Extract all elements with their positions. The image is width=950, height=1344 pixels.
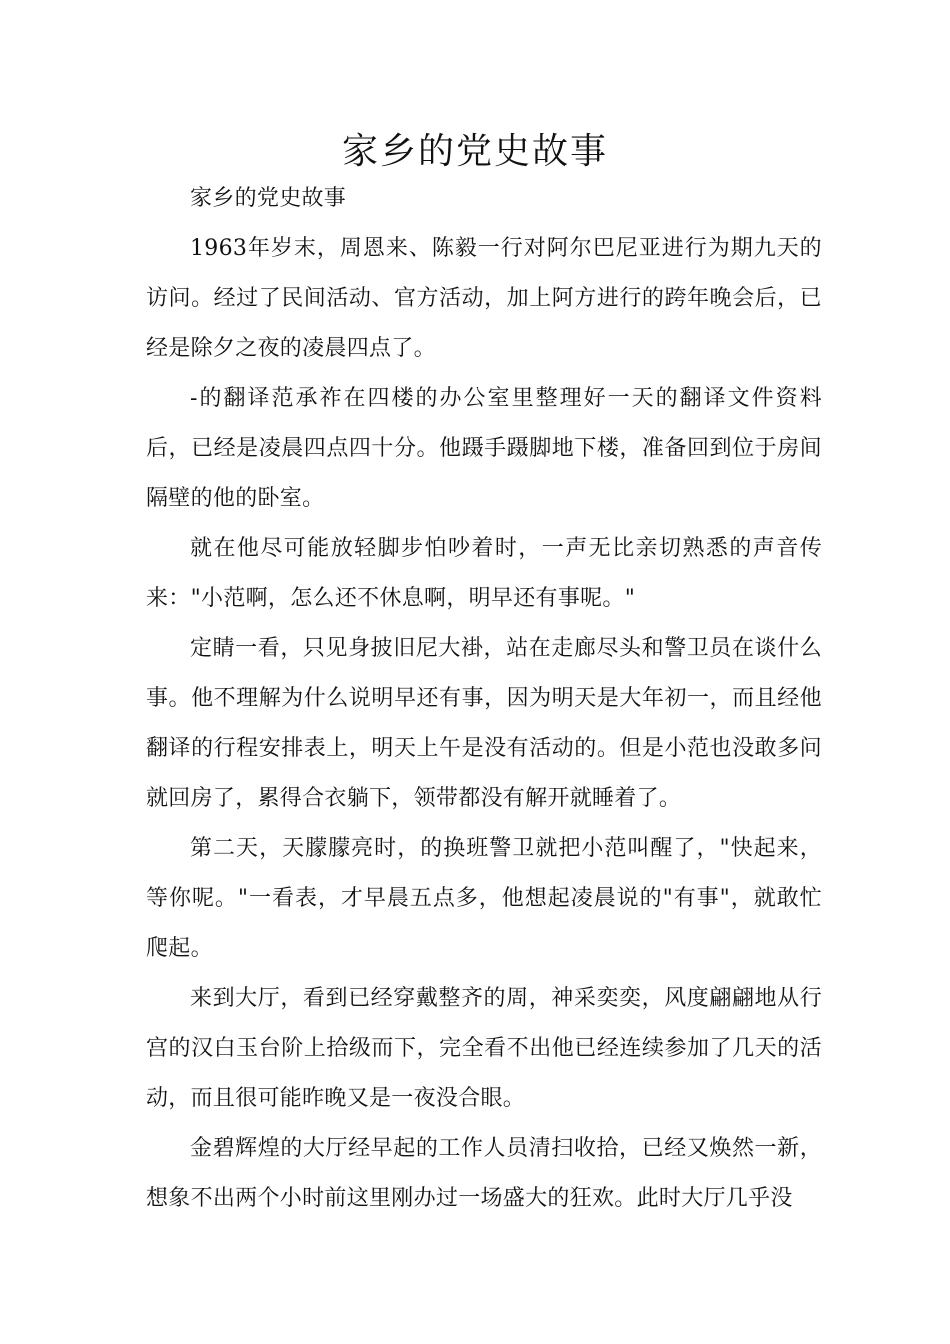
paragraph: 定睛一看，只见身披旧尼大褂，站在走廊尽头和警卫员在谈什么事。他不理解为什么说明早还有事，因为明天是大年初一，而且经他翻译的行程安排表上，明天上午是没有活动的。但是小范也没敢多问就回房了，累得合衣躺下，领带都没有解开就睡着了。: [146, 636, 822, 811]
paragraph: 就在他尽可能放轻脚步怕吵着时，一声无比亲切熟悉的声音传来："小范啊，怎么还不休息啊，明早还有事呢。": [146, 536, 822, 611]
paragraph: 家乡的党史故事: [190, 186, 347, 211]
paragraph: -的翻译范承祚在四楼的办公室里整理好一天的翻译文件资料后，已经是凌晨四点四十分。他蹑手蹑脚地下楼，准备回到位于房间隔壁的他的卧室。: [146, 386, 822, 511]
document-body: [146, 174, 822, 1224]
paragraph: 来到大厅，看到已经穿戴整齐的周，神采奕奕，风度翩翩地从行宫的汉白玉台阶上拾级而下，完全看不出他已经连续参加了几天的活动，而且很可能昨晚又是一夜没合眼。: [146, 986, 822, 1111]
document-title: 家乡的党史故事: [341, 131, 608, 172]
paragraph: 1963年岁末，周恩来、陈毅一行对阿尔巴尼亚进行为期九天的访问。经过了民间活动、官方活动，加上阿方进行的跨年晚会后，已经是除夕之夜的凌晨四点了。: [146, 236, 822, 361]
paragraph: 金碧辉煌的大厅经早起的工作人员清扫收拾，已经又焕然一新，想象不出两个小时前这里刚办过一场盛大的狂欢。此时大厅几乎没: [146, 1136, 822, 1211]
paragraph: 第二天，天朦朦亮时，的换班警卫就把小范叫醒了，"快起来，等你呢。"一看表，才早晨五点多，他想起凌晨说的"有事"，就敢忙爬起。: [146, 836, 822, 961]
